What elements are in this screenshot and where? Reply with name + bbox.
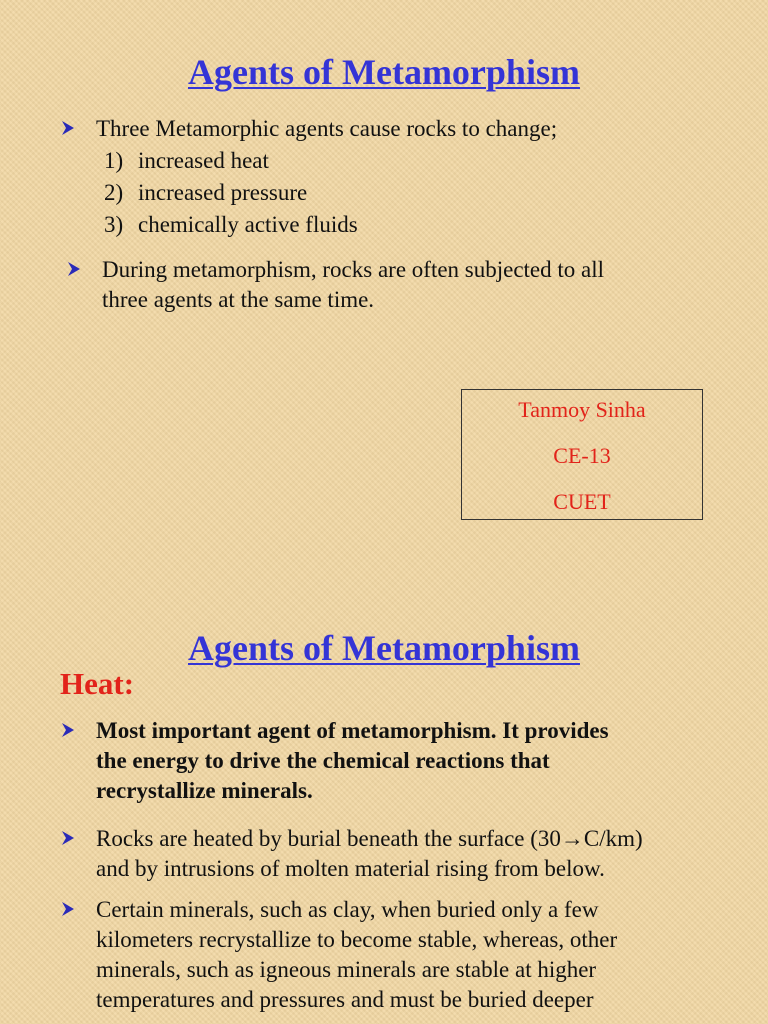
section-heading: Heat:	[60, 666, 135, 701]
bullet-line: Most important agent of metamorphism. It provides	[96, 718, 609, 743]
bullet-line: minerals, such as igneous minerals are stable at higher	[96, 957, 597, 982]
list-text: increased heat	[138, 148, 269, 173]
list-text: increased pressure	[138, 180, 308, 205]
list-number: 1)	[104, 148, 124, 173]
author-class: CE-13	[553, 443, 611, 468]
bullet-item	[62, 716, 609, 806]
bullet-line: three agents at the same time.	[102, 287, 375, 312]
bullet-item	[62, 114, 557, 144]
author-name: Tanmoy Sinha	[518, 397, 646, 422]
agents-list	[104, 145, 358, 241]
bullet-line: Rocks are heated by burial beneath the surface (30→C/km)	[96, 826, 643, 851]
arrowhead-bullet-icon	[62, 902, 74, 916]
bullet-line: the energy to drive the chemical reactions that	[96, 748, 550, 773]
arrowhead-bullet-icon	[68, 262, 80, 276]
bullet-line: recrystallize minerals.	[96, 778, 313, 803]
bullet-text: Three Metamorphic agents cause rocks to change;	[96, 116, 558, 141]
bullet-text	[96, 824, 643, 884]
arrowhead-bullet-icon	[62, 831, 74, 845]
bullet-line: and by intrusions of molten material rising from below.	[96, 856, 605, 881]
arrowhead-bullet-icon	[62, 121, 74, 135]
list-item	[104, 145, 358, 177]
bullet-item	[62, 895, 617, 1015]
list-number: 2)	[104, 180, 124, 205]
bullet-line: temperatures and pressures and must be buried deeper	[96, 987, 594, 1012]
bullet-text	[102, 255, 604, 315]
slide-heat-agent	[0, 600, 768, 1024]
slide-title: Agents of Metamorphism	[188, 628, 580, 668]
bullet-line: Certain minerals, such as clay, when buried only a few	[96, 897, 599, 922]
list-item	[104, 209, 358, 241]
bullet-item	[62, 824, 643, 884]
author-institution: CUET	[553, 489, 611, 514]
bullet-line: During metamorphism, rocks are often subjected to all	[102, 257, 605, 282]
list-item	[104, 177, 358, 209]
slide-title: Agents of Metamorphism	[188, 52, 580, 92]
bullet-line: kilometers recrystallize to become stable, whereas, other	[96, 927, 618, 952]
list-text: chemically active fluids	[138, 212, 358, 237]
list-number: 3)	[104, 212, 124, 237]
bullet-item	[68, 255, 604, 315]
arrowhead-bullet-icon	[62, 723, 74, 737]
bullet-text	[96, 895, 617, 1015]
author-credit-box	[461, 389, 703, 520]
bullet-text	[96, 716, 609, 806]
